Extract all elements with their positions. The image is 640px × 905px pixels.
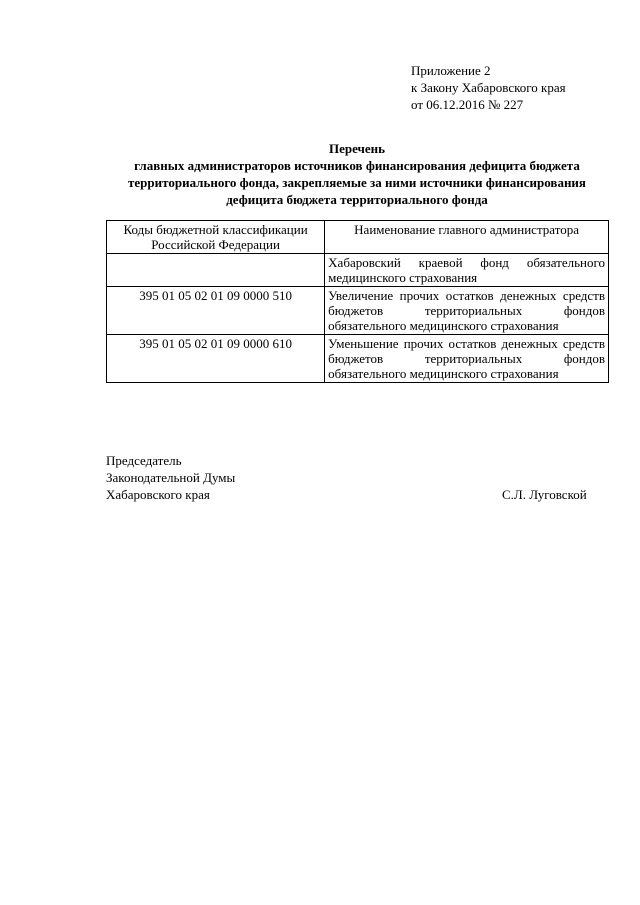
appendix-law-reference: к Закону Хабаровского края: [411, 80, 566, 95]
signature-position-line-3: Хабаровского края: [106, 487, 210, 502]
header-codes: Коды бюджетной классификации Российской Федерации: [107, 221, 325, 254]
title-line-2: главных администраторов источников финансирования дефицита бюджета: [134, 158, 580, 173]
row-code: 395 01 05 02 01 09 0000 610: [107, 335, 325, 383]
title-line-3: территориального фонда, закрепляемые за ними источники финансирования: [128, 175, 586, 190]
table-row: [107, 335, 609, 383]
appendix-law-date: от 06.12.2016 № 227: [411, 97, 524, 112]
appendix-number: Приложение 2: [411, 63, 491, 78]
table-row: [107, 287, 609, 335]
title-line-4: дефицита бюджета территориального фонда: [226, 192, 488, 207]
table-row: [107, 254, 609, 287]
table-header-row: [107, 221, 609, 254]
signer-name: С.Л. Луговской: [502, 487, 587, 502]
row-administrator-name: Хабаровский краевой фонд обязательного медицинского страхования: [325, 254, 609, 287]
appendix-note: [411, 62, 566, 113]
row-code: 395 01 05 02 01 09 0000 510: [107, 287, 325, 335]
signature-block: [106, 452, 235, 503]
header-administrator: Наименование главного администратора: [325, 221, 609, 254]
document-title: [105, 140, 609, 208]
row-source-name: Уменьшение прочих остатков денежных средств бюджетов территориальных фондов обязательного медицинского страхования: [325, 335, 609, 383]
row-source-name: Увеличение прочих остатков денежных средств бюджетов территориальных фондов обязательного медицинского страхования: [325, 287, 609, 335]
title-line-1: Перечень: [328, 141, 386, 156]
row-code: [107, 254, 325, 287]
signature-position-line-1: Председатель: [106, 453, 182, 468]
administrators-table: [106, 220, 609, 383]
signature-position-line-2: Законодательной Думы: [106, 470, 236, 485]
